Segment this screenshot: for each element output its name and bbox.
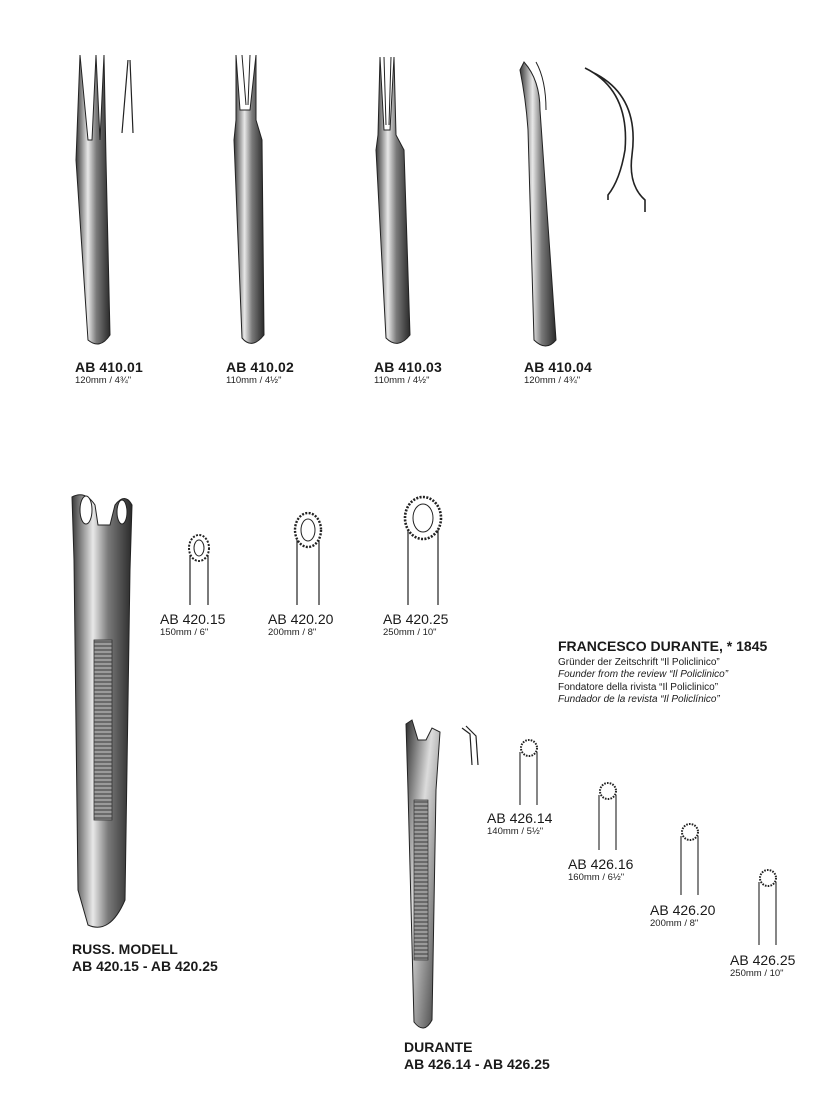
forceps-russ-modell-illustration (72, 495, 132, 927)
product-label-410-02 (226, 359, 294, 386)
durante-group-title (404, 1039, 550, 1073)
product-code: AB 410.01 (75, 359, 143, 375)
product-size: 250mm / 10" (730, 968, 784, 979)
product-label-420-20 (268, 611, 333, 638)
product-code: AB 420.25 (383, 611, 449, 627)
forceps-durante-illustration (406, 720, 478, 1028)
forceps-ab-410-03-illustration (376, 57, 410, 343)
product-label-420-25 (383, 611, 448, 638)
tip-ab-426-25-illustration (759, 870, 776, 945)
tip-ab-426-20-illustration (681, 824, 698, 895)
product-label-426-20 (650, 902, 715, 929)
info-title: FRANCESCO DURANTE, * 1845 (558, 638, 768, 654)
group-title: RUSS. MODELL (72, 941, 178, 957)
tip-ab-420-25-illustration (405, 497, 441, 605)
product-code: AB 426.25 (730, 952, 796, 968)
product-size: 150mm / 6" (160, 627, 209, 638)
group-range: AB 426.14 - AB 426.25 (404, 1056, 550, 1072)
product-code: AB 420.20 (268, 611, 334, 627)
product-size: 200mm / 8" (650, 918, 699, 929)
product-code: AB 410.02 (226, 359, 294, 375)
group-title: DURANTE (404, 1039, 473, 1055)
product-code: AB 410.04 (524, 359, 592, 375)
product-label-410-01 (75, 359, 143, 386)
tip-ab-426-14-illustration (520, 740, 537, 805)
product-label-410-03 (374, 359, 442, 386)
info-line-it: Fondatore della rivista “Il Policlinico” (558, 681, 719, 693)
forceps-ab-410-02-illustration (234, 55, 264, 343)
product-label-426-14 (487, 810, 552, 837)
product-size: 200mm / 8" (268, 627, 317, 638)
info-line-en: Founder from the review “Il Policlinico” (558, 669, 729, 680)
product-code: AB 426.14 (487, 810, 553, 826)
product-code: AB 426.20 (650, 902, 716, 918)
product-size: 120mm / 4¾" (75, 375, 132, 386)
tip-ab-420-15-illustration (189, 535, 209, 605)
product-size: 120mm / 4¾" (524, 375, 581, 386)
forceps-ab-410-04-illustration (520, 62, 645, 346)
product-label-426-16 (568, 856, 633, 883)
tip-ab-426-16-illustration (599, 783, 616, 850)
product-size: 110mm / 4½" (226, 375, 282, 386)
group-range: AB 420.15 - AB 420.25 (72, 958, 218, 974)
product-code: AB 426.16 (568, 856, 634, 872)
product-code: AB 410.03 (374, 359, 442, 375)
product-size: 140mm / 5½" (487, 826, 544, 837)
product-size: 160mm / 6½" (568, 872, 625, 883)
forceps-ab-410-01-illustration (76, 55, 133, 344)
durante-info-block (558, 640, 767, 707)
info-line-es: Fundador de la revista “Il Policlínico” (558, 694, 720, 705)
russ-modell-group-title (72, 941, 218, 975)
product-label-426-25 (730, 952, 795, 979)
product-label-420-15 (160, 611, 225, 638)
tip-ab-420-20-illustration (295, 513, 321, 605)
product-code: AB 420.15 (160, 611, 226, 627)
info-line-de: Gründer der Zeitschrift “Il Policlinico” (558, 656, 720, 668)
product-label-410-04 (524, 359, 592, 386)
product-size: 110mm / 4½" (374, 375, 430, 386)
product-size: 250mm / 10" (383, 627, 437, 638)
